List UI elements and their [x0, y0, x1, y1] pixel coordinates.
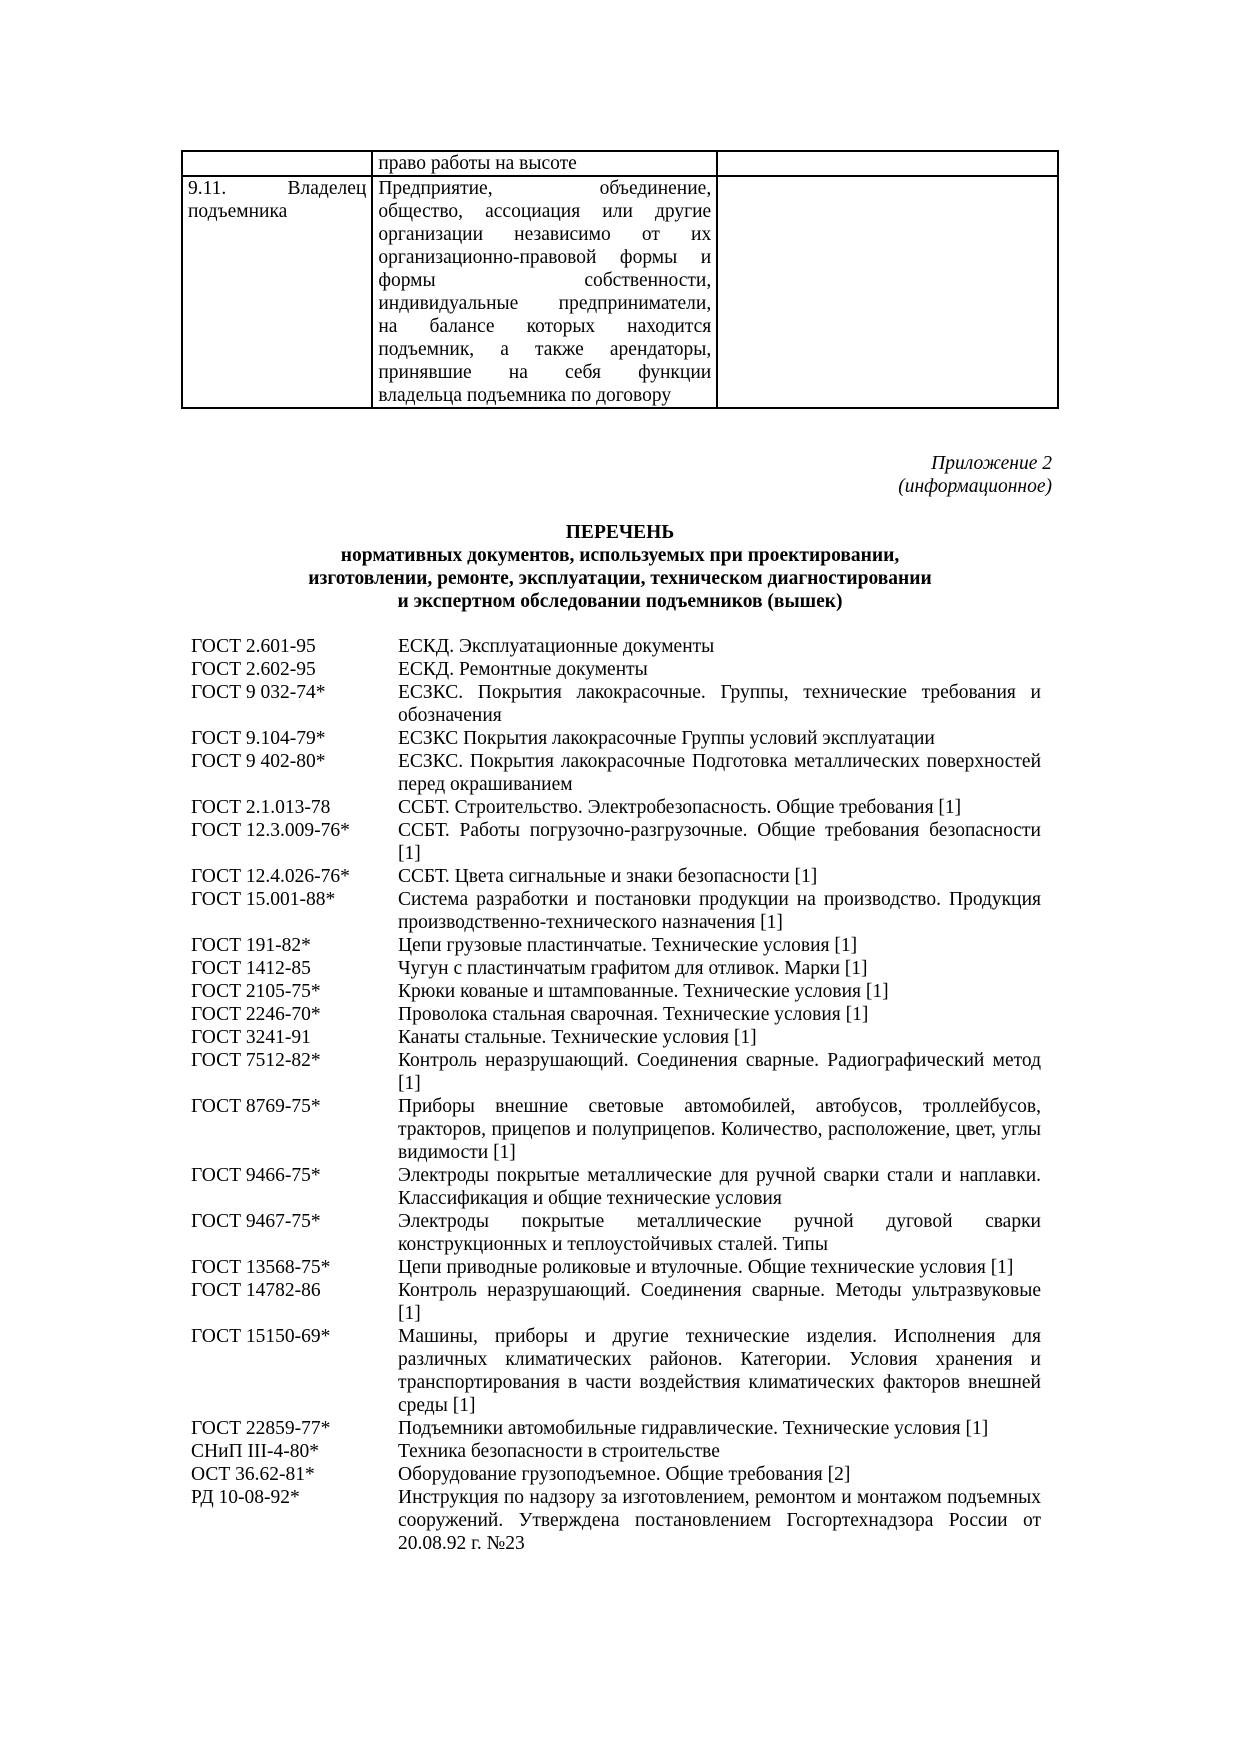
list-item	[191, 888, 1041, 934]
document-title: Контроль неразрушающий. Соединения сварные. Радиографический метод [1]	[398, 1050, 1041, 1094]
document-title: ЕСКД. Ремонтные документы	[398, 659, 648, 680]
list-item	[191, 727, 1041, 750]
document-code: ГОСТ 12.4.026-76*	[191, 866, 350, 887]
document-title: Цепи приводные роликовые и втулочные. Общие технические условия [1]	[398, 1257, 1014, 1278]
document-title: Система разработки и постановки продукции на производство. Продукция производственно-технического назначения [1]	[398, 889, 1041, 933]
document-title: Контроль неразрушающий. Соединения сварные. Методы ультразвуковые [1]	[398, 1280, 1041, 1324]
document-title: Крюки кованые и штампованные. Технические условия [1]	[398, 981, 889, 1002]
heading-line: и экспертном обследовании подъемников (вышек)	[397, 591, 843, 612]
list-heading	[181, 521, 1059, 613]
definition-line: организационно-правовой формы и	[378, 247, 712, 268]
list-item	[191, 1463, 1041, 1486]
document-code: ГОСТ 3241-91	[191, 1027, 311, 1048]
document-title: Цепи грузовые пластинчатые. Технические условия [1]	[398, 935, 858, 956]
list-item	[191, 1256, 1041, 1279]
document-title: ССБТ. Работы погрузочно-разгрузочные. Общие требования безопасности [1]	[398, 820, 1041, 864]
document-title: ССБТ. Цвета сигнальные и знаки безопасности [1]	[398, 866, 818, 887]
document-code: ГОСТ 2105-75*	[191, 981, 321, 1002]
document-list	[191, 635, 1041, 1555]
note-cell	[717, 176, 1058, 408]
document-title: ЕСЗКС. Покрытия лакокрасочные Подготовка металлических поверхностей перед окрашиванием	[398, 751, 1041, 795]
term-cell	[182, 151, 372, 176]
document-code: ГОСТ 191-82*	[191, 935, 311, 956]
document-title: Канаты стальные. Технические условия [1]	[398, 1027, 757, 1048]
document-code: ГОСТ 9 402-80*	[191, 751, 326, 772]
list-item	[191, 796, 1041, 819]
definition-line: общество, ассоциация или другие	[378, 201, 712, 222]
document-code: ГОСТ 7512-82*	[191, 1050, 321, 1071]
document-code: ГОСТ 9.104-79*	[191, 728, 326, 749]
list-item	[191, 865, 1041, 888]
list-item	[191, 1095, 1041, 1164]
appendix-type: (информационное)	[898, 476, 1052, 497]
definition-line: индивидуальные предприниматели,	[378, 293, 712, 314]
document-title: ЕСЗКС Покрытия лакокрасочные Группы условий эксплуатации	[398, 728, 935, 749]
document-title: Машины, приборы и другие технические изделия. Исполнения для различных климатических районов. Категории. Условия хранения и транспортирования в части воздействия климатических факторов внешней среды [1]	[398, 1326, 1041, 1416]
document-code: ГОСТ 12.3.009-76*	[191, 820, 350, 841]
list-item	[191, 1417, 1041, 1440]
list-item	[191, 1049, 1041, 1095]
list-item	[191, 980, 1041, 1003]
heading-title: ПЕРЕЧЕНЬ	[565, 522, 675, 543]
definition-cell: право работы на высоте	[372, 151, 717, 176]
document-title: Электроды покрытые металлические ручной дуговой сварки конструкционных и теплоустойчивых сталей. Типы	[398, 1211, 1041, 1255]
heading-line: нормативных документов, используемых при проектировании,	[340, 545, 900, 566]
document-code: СНиП III-4-80*	[191, 1441, 319, 1462]
document-code: ГОСТ 9466-75*	[191, 1165, 321, 1186]
list-item	[191, 1486, 1041, 1555]
document-code: ОСТ 36.62-81*	[191, 1464, 315, 1485]
definition-line: подъемник, а также арендаторы,	[378, 339, 712, 360]
list-item	[191, 1164, 1041, 1210]
document-title: Оборудование грузоподъемное. Общие требования [2]	[398, 1464, 851, 1485]
document-code: РД 10-08-92*	[191, 1487, 300, 1508]
document-code: ГОСТ 9467-75*	[191, 1211, 321, 1232]
definition-line: на балансе которых находится	[378, 316, 712, 337]
term-cell	[182, 176, 372, 408]
note-cell	[717, 151, 1058, 176]
appendix-label	[898, 452, 1052, 498]
document-title: Приборы внешние световые автомобилей, автобусов, троллейбусов, тракторов, прицепов и полуприцепов. Количество, расположение, цвет, углы видимости [1]	[398, 1096, 1041, 1163]
list-item	[191, 819, 1041, 865]
document-code: ГОСТ 9 032-74*	[191, 682, 326, 703]
list-item	[191, 1026, 1041, 1049]
list-item	[191, 1325, 1041, 1417]
document-title: Техника безопасности в строительстве	[398, 1441, 720, 1462]
list-item	[191, 1210, 1041, 1256]
document-code: ГОСТ 1412-85	[191, 958, 311, 979]
document-code: ГОСТ 22859-77*	[191, 1418, 331, 1439]
document-title: Подъемники автомобильные гидравлические. Технические условия [1]	[398, 1418, 989, 1439]
document-title: Электроды покрытые металлические для ручной сварки стали и наплавки. Классификация и общие технические условия	[398, 1165, 1041, 1209]
term-line: подъемника	[188, 201, 288, 222]
document-title: ЕСКД. Эксплуатационные документы	[398, 636, 715, 657]
definition-line: владельца подъемника по договору	[378, 385, 672, 406]
document-title: Проволока стальная сварочная. Технические условия [1]	[398, 1004, 869, 1025]
document-code: ГОСТ 15.001-88*	[191, 889, 336, 910]
document-title: Чугун с пластинчатым графитом для отливок. Марки [1]	[398, 958, 868, 979]
document-code: ГОСТ 8769-75*	[191, 1096, 321, 1117]
document-title: ССБТ. Строительство. Электробезопасность. Общие требования [1]	[398, 797, 962, 818]
list-item	[191, 635, 1041, 658]
list-item	[191, 934, 1041, 957]
document-code: ГОСТ 15150-69*	[191, 1326, 331, 1347]
list-item	[191, 681, 1041, 727]
definition-cell	[372, 176, 717, 408]
appendix-number: Приложение 2	[931, 453, 1052, 474]
heading-line: изготовлении, ремонте, эксплуатации, техническом диагностировании	[308, 568, 932, 589]
definition-line: организации независимо от их	[378, 224, 712, 245]
list-item	[191, 750, 1041, 796]
list-item	[191, 1440, 1041, 1463]
definition-line: Предприятие, объединение,	[378, 178, 712, 199]
table-row	[182, 151, 1058, 176]
document-code: ГОСТ 14782-86	[191, 1280, 321, 1301]
term-line: 9.11. Владелец	[188, 178, 367, 199]
document-code: ГОСТ 2.602-95	[191, 659, 316, 680]
definition-line: формы собственности,	[378, 270, 712, 291]
list-item	[191, 1279, 1041, 1325]
document-code: ГОСТ 2.601-95	[191, 636, 316, 657]
list-item	[191, 957, 1041, 980]
list-item	[191, 1003, 1041, 1026]
document-code: ГОСТ 2.1.013-78	[191, 797, 331, 818]
document-title: ЕСЗКС. Покрытия лакокрасочные. Группы, технические требования и обозначения	[398, 682, 1041, 726]
definitions-table	[181, 150, 1059, 409]
list-item	[191, 658, 1041, 681]
document-title: Инструкция по надзору за изготовлением, ремонтом и монтажом подъемных сооружений. Утверждена постановлением Госгортехнадзора России от 20.08.92 г. №23	[398, 1487, 1041, 1554]
document-code: ГОСТ 2246-70*	[191, 1004, 321, 1025]
definition-line: принявшие на себя функции	[378, 362, 712, 383]
document-code: ГОСТ 13568-75*	[191, 1257, 331, 1278]
table-row	[182, 176, 1058, 408]
